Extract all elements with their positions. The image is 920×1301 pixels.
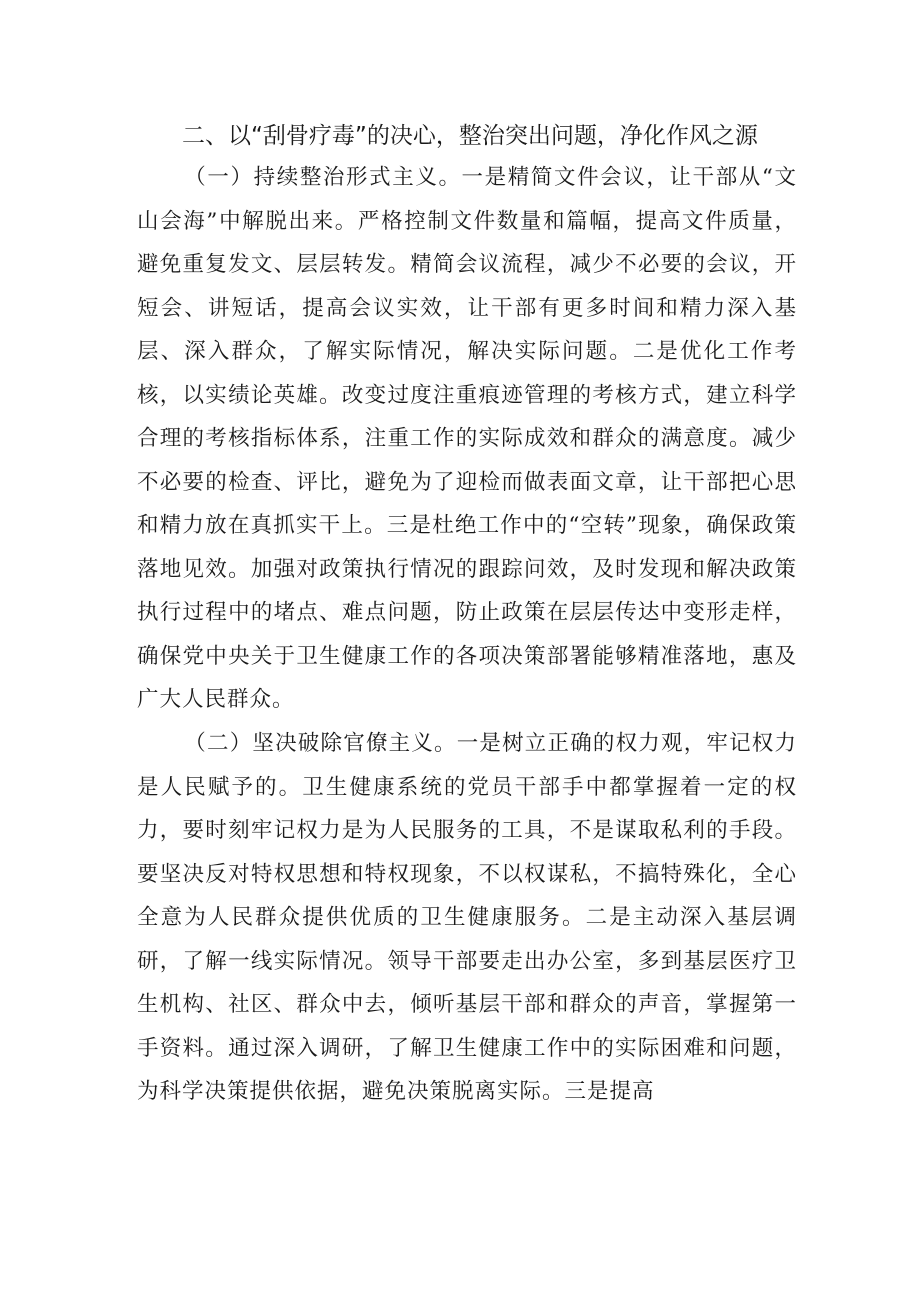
paragraph-bureaucratism: （二）坚决破除官僚主义。一是树立正确的权力观，牢记权力是人民赋予的。卫生健康系统的党员干部手中都掌握着一定的权力，要时刻牢记权力是为人民服务的工具，不是谋取私利的手段。要坚决反对特权思想和特权现象，不以权谋私，不搞特殊化，全心全意为人民群众提供优质的卫生健康服务。二是主动深入基层调研，了解一线实际情况。领导干部要走出办公室，多到基层医疗卫生机构、社区、群众中去，倾听基层干部和群众的声音，掌握第一手资料。通过深入调研，了解卫生健康工作中的实际困难和问题，为科学决策提供依据，避免决策脱离实际。三是提高 bbox=[137, 731, 797, 1104]
paragraph-formalism: （一）持续整治形式主义。一是精简文件会议，让干部从“文山会海”中解脱出来。严格控制文件数量和篇幅，提高文件质量，避免重复发文、层层转发。精简会议流程，减少不必要的会议，开短会、讲短话，提高会议实效，让干部有更多时间和精力深入基层、深入群众，了解实际情况，解决实际问题。二是优化工作考核，以实绩论英雄。改变过度注重痕迹管理的考核方式，建立科学合理的考核指标体系，注重工作的实际成效和群众的满意度。减少不必要的检查、评比，避免为了迎检而做表面文章，让干部把心思和精力放在真抓实干上。三是杜绝工作中的“空转”现象，确保政策落地见效。加强对政策执行情况的跟踪问效，及时发现和解决政策执行过程中的堵点、难点问题，防止政策在层层传达中变形走样，确保党中央关于卫生健康工作的各项决策部署能够精准落地，惠及广大人民群众。 bbox=[137, 165, 797, 712]
section-heading: 二、以“刮骨疗毒”的决心，整治突出问题，净化作风之源 bbox=[182, 123, 758, 149]
